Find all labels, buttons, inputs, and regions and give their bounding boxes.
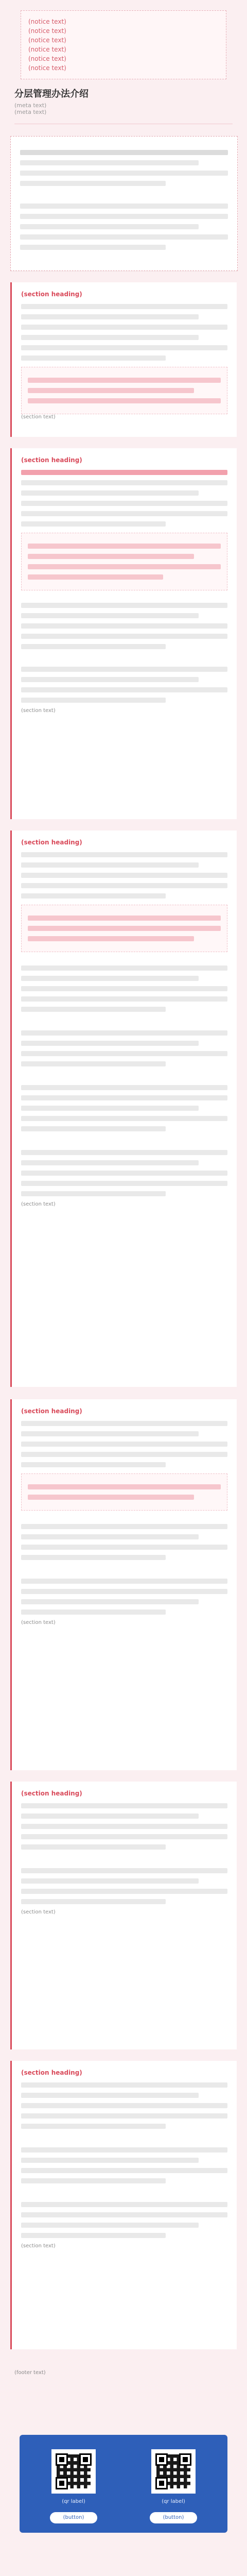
section-heading: (section heading) — [21, 1790, 82, 1797]
spacer — [21, 1855, 227, 1863]
meta-line: (meta text) — [14, 102, 47, 109]
text-line — [21, 883, 227, 888]
text-line — [21, 1844, 166, 1850]
text-line — [28, 916, 221, 921]
text-line — [21, 1579, 227, 1584]
section-heading: (section heading) — [21, 456, 82, 464]
notice-line: (notice text) — [28, 37, 66, 44]
footer-paragraph: (footer text) — [14, 2370, 46, 2376]
qr-finder — [155, 2453, 168, 2466]
text-line — [28, 398, 221, 403]
text-line — [21, 1150, 227, 1155]
text-line — [21, 355, 166, 361]
text-line — [28, 388, 194, 393]
text-line — [21, 976, 199, 981]
text-line — [21, 1868, 227, 1873]
spacer — [21, 1511, 227, 1519]
spacer — [21, 2189, 227, 2197]
text-line — [21, 1007, 166, 1012]
text-line — [21, 603, 227, 608]
notice-line: (notice text) — [28, 64, 66, 72]
text-line — [21, 1106, 199, 1111]
meta-line: (meta text) — [14, 109, 47, 115]
page-meta — [14, 102, 233, 115]
qr-label-left: (qr label) — [62, 2499, 85, 2504]
spacer — [21, 654, 227, 662]
text-line — [21, 1116, 227, 1121]
text-line — [21, 1589, 227, 1594]
section-heading: (section heading) — [21, 291, 82, 298]
section-note: (section text) — [21, 708, 56, 714]
text-line — [21, 613, 199, 618]
section-note: (section text) — [21, 1909, 56, 1915]
section-heading: (section heading) — [21, 1408, 82, 1415]
text-line — [28, 1484, 221, 1489]
text-line — [21, 521, 166, 527]
spacer — [21, 1017, 227, 1025]
text-line — [21, 2212, 227, 2217]
text-line — [21, 511, 227, 516]
content-section — [10, 1782, 237, 2049]
text-line — [21, 2082, 227, 2088]
spacer — [21, 1137, 227, 1145]
section-note: (section text) — [21, 2243, 56, 2249]
text-line — [21, 325, 227, 330]
text-line — [21, 2223, 199, 2228]
text-line — [20, 204, 228, 209]
page-title: 分层管理办法介绍 — [14, 89, 89, 99]
text-line — [28, 574, 163, 580]
highlight-block — [21, 533, 227, 590]
text-line — [21, 986, 227, 991]
qr-code-right — [151, 2449, 196, 2494]
text-line — [28, 554, 194, 559]
text-line — [28, 544, 221, 549]
text-line — [21, 1061, 166, 1066]
highlight-block — [21, 905, 227, 952]
qr-code-left — [51, 2449, 96, 2494]
text-line — [21, 1452, 227, 1457]
text-line — [21, 1191, 166, 1196]
text-line — [21, 314, 199, 319]
text-line — [20, 234, 228, 240]
text-line — [28, 564, 221, 569]
text-line — [20, 214, 228, 219]
text-line — [21, 2202, 227, 2207]
text-line — [21, 1814, 199, 1819]
qr-finder — [56, 2477, 68, 2489]
text-line — [21, 644, 166, 649]
text-line — [21, 1030, 227, 1036]
qr-left-button[interactable]: (button) — [50, 2512, 97, 2523]
spacer — [21, 952, 227, 960]
text-line — [21, 1524, 227, 1529]
text-line — [21, 2178, 166, 2183]
text-line — [21, 965, 227, 971]
spacer — [21, 1072, 227, 1080]
text-line — [21, 501, 227, 506]
text-line — [21, 852, 227, 857]
text-line — [20, 150, 228, 155]
text-line — [21, 335, 199, 340]
text-line — [21, 1609, 166, 1615]
text-line — [20, 181, 166, 186]
text-line — [21, 1899, 166, 1904]
section-note: (section text) — [21, 1620, 56, 1625]
highlight-block — [21, 1473, 227, 1511]
content-section — [10, 2061, 237, 2349]
text-line — [21, 1462, 166, 1467]
spacer — [21, 1565, 227, 1573]
text-line — [21, 2124, 166, 2129]
notice-line: (notice text) — [28, 55, 66, 62]
text-line — [21, 2103, 227, 2108]
text-line — [21, 873, 227, 878]
text-line — [21, 1555, 166, 1560]
text-line — [21, 893, 166, 899]
text-line — [20, 245, 166, 250]
text-line — [21, 1095, 227, 1100]
qr-right-button[interactable]: (button) — [150, 2512, 197, 2523]
text-line — [21, 304, 227, 309]
highlight-block — [21, 367, 227, 414]
top-notice — [21, 10, 226, 79]
text-line — [21, 490, 199, 496]
text-line — [21, 2158, 199, 2163]
text-line — [21, 1599, 199, 1604]
spacer — [20, 191, 228, 198]
text-line — [21, 996, 227, 1002]
text-line — [21, 1051, 227, 1056]
text-line — [21, 1171, 227, 1176]
text-line — [21, 1431, 199, 1436]
section-heading: (section heading) — [21, 839, 82, 846]
text-line — [21, 1160, 199, 1165]
text-line — [21, 1803, 227, 1808]
text-line — [21, 1041, 199, 1046]
text-line — [21, 2168, 227, 2173]
text-line — [21, 1878, 199, 1884]
text-line — [21, 2147, 227, 2153]
content-section — [10, 1399, 237, 1770]
text-line — [28, 936, 194, 941]
content-section — [10, 448, 237, 819]
notice-line: (notice text) — [28, 27, 66, 35]
text-line — [21, 2233, 166, 2238]
text-line — [21, 634, 227, 639]
qr-finder — [155, 2477, 168, 2489]
text-line — [21, 862, 199, 868]
notice-line: (notice text) — [28, 18, 66, 25]
text-line — [21, 687, 227, 692]
text-line — [20, 171, 228, 176]
notice-line: (notice text) — [28, 46, 66, 53]
content-section — [10, 831, 237, 1387]
qr-finder — [79, 2453, 92, 2466]
text-line — [21, 2093, 199, 2098]
qr-label-right: (qr label) — [162, 2499, 185, 2504]
text-line — [21, 1545, 227, 1550]
text-line — [21, 1181, 227, 1186]
text-line — [21, 698, 166, 703]
text-line — [21, 1421, 227, 1426]
intro-content — [11, 137, 237, 270]
text-line — [21, 1889, 227, 1894]
text-line — [21, 470, 227, 475]
text-line — [21, 1085, 227, 1090]
text-line — [21, 2113, 227, 2119]
text-line — [21, 623, 227, 629]
text-line — [21, 480, 227, 485]
text-line — [21, 1534, 199, 1539]
content-section — [10, 282, 237, 437]
text-line — [20, 224, 199, 229]
text-line — [20, 160, 199, 165]
qr-finder — [56, 2453, 68, 2466]
spacer — [21, 590, 227, 598]
section-note: (section text) — [21, 1201, 56, 1207]
text-line — [21, 1824, 227, 1829]
text-line — [21, 1834, 227, 1839]
section-note: (section text) — [21, 414, 56, 420]
intro-card — [10, 136, 238, 271]
text-line — [21, 677, 199, 682]
text-line — [21, 1442, 227, 1447]
text-line — [28, 1495, 194, 1500]
text-line — [28, 378, 221, 383]
qr-promo-box — [20, 2435, 227, 2533]
text-line — [28, 926, 221, 931]
text-line — [21, 667, 227, 672]
spacer — [21, 2134, 227, 2142]
text-line — [21, 345, 227, 350]
qr-finder — [179, 2453, 191, 2466]
text-line — [21, 1126, 166, 1131]
section-heading: (section heading) — [21, 2069, 82, 2076]
